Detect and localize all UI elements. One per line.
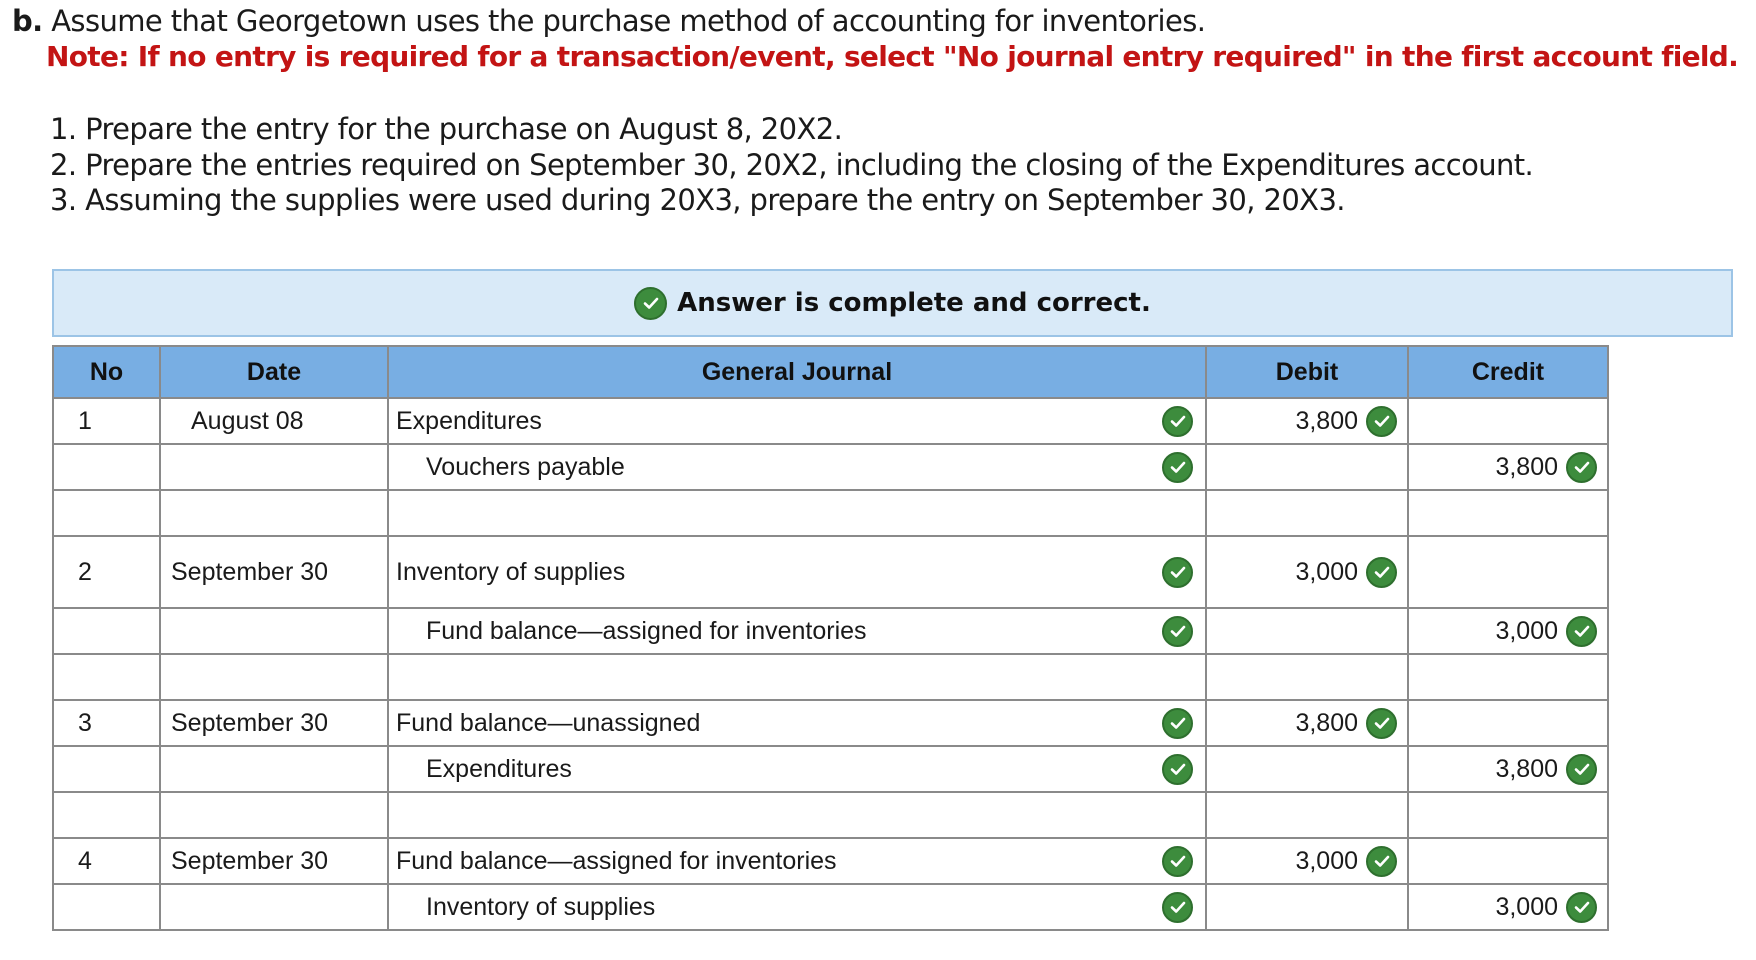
step-item: 2. Prepare the entries required on September 30, 20X2, including the closing of the Expenditures account. — [50, 147, 1534, 182]
date-cell[interactable] — [160, 536, 388, 608]
check-circle-icon — [1162, 452, 1193, 483]
steps-list — [50, 112, 1533, 219]
check-circle-icon — [1566, 452, 1597, 483]
credit-cell[interactable] — [1408, 536, 1608, 608]
credit-cell[interactable] — [1408, 700, 1608, 746]
credit-cell[interactable] — [1408, 792, 1608, 838]
table-row — [53, 444, 1608, 490]
account-name: Expenditures — [396, 406, 542, 435]
debit-cell[interactable] — [1206, 536, 1408, 608]
date-cell[interactable] — [160, 398, 388, 444]
part-text: Assume that Georgetown uses the purchase method of accounting for inventories. — [42, 4, 1206, 38]
date-cell[interactable] — [160, 884, 388, 930]
entry-no-cell: 1 — [53, 398, 160, 444]
debit-cell[interactable] — [1206, 700, 1408, 746]
debit-cell[interactable] — [1206, 490, 1408, 536]
table-row — [53, 536, 1608, 608]
journal-body — [53, 398, 1608, 930]
debit-cell[interactable] — [1206, 398, 1408, 444]
date-cell[interactable] — [160, 444, 388, 490]
credit-amount: 3,000 — [1495, 892, 1558, 921]
check-circle-icon — [1162, 754, 1193, 785]
date-cell[interactable] — [160, 700, 388, 746]
part-heading — [12, 2, 1205, 40]
entry-no-cell — [53, 490, 160, 536]
credit-cell[interactable] — [1408, 746, 1608, 792]
date-cell[interactable] — [160, 838, 388, 884]
debit-cell[interactable] — [1206, 654, 1408, 700]
date-cell[interactable] — [160, 792, 388, 838]
general-journal-table — [52, 345, 1609, 931]
date-cell[interactable] — [160, 608, 388, 654]
instruction-note: Note: If no entry is required for a transaction/event, select "No journal entry required" in the first account field. — [46, 40, 1739, 73]
account-cell[interactable] — [388, 884, 1206, 930]
check-circle-icon — [1566, 892, 1597, 923]
account-name: Expenditures — [426, 754, 572, 783]
debit-cell[interactable] — [1206, 608, 1408, 654]
credit-amount: 3,800 — [1495, 754, 1558, 783]
debit-amount: 3,800 — [1295, 708, 1358, 737]
check-circle-icon — [1366, 708, 1397, 739]
step-item: 1. Prepare the entry for the purchase on August 8, 20X2. — [50, 112, 843, 146]
debit-cell[interactable] — [1206, 838, 1408, 884]
credit-cell[interactable] — [1408, 838, 1608, 884]
debit-cell[interactable] — [1206, 792, 1408, 838]
account-cell[interactable] — [388, 536, 1206, 608]
check-circle-icon — [1162, 557, 1193, 588]
check-circle-icon — [1162, 406, 1193, 437]
table-row — [53, 608, 1608, 654]
debit-cell[interactable] — [1206, 884, 1408, 930]
date-cell[interactable] — [160, 490, 388, 536]
check-circle-icon — [1366, 846, 1397, 877]
check-circle-icon — [1566, 616, 1597, 647]
date-value: August 08 — [191, 406, 304, 435]
entry-no-cell: 2 — [53, 536, 160, 608]
account-cell[interactable] — [388, 444, 1206, 490]
account-name: Inventory of supplies — [426, 892, 656, 921]
credit-cell[interactable] — [1408, 884, 1608, 930]
header-date: Date — [160, 346, 388, 398]
header-general-journal: General Journal — [388, 346, 1206, 398]
part-label: b. — [12, 4, 43, 38]
entry-no-cell — [53, 746, 160, 792]
debit-cell[interactable] — [1206, 746, 1408, 792]
table-row — [53, 746, 1608, 792]
table-row — [53, 490, 1608, 536]
date-cell[interactable] — [160, 654, 388, 700]
date-value: September 30 — [171, 557, 329, 586]
credit-cell[interactable] — [1408, 398, 1608, 444]
credit-amount: 3,000 — [1495, 616, 1558, 645]
credit-cell[interactable] — [1408, 490, 1608, 536]
debit-amount: 3,000 — [1295, 557, 1358, 586]
date-value: September 30 — [171, 708, 329, 737]
credit-cell[interactable] — [1408, 444, 1608, 490]
header-debit: Debit — [1206, 346, 1408, 398]
answer-banner — [52, 269, 1733, 337]
account-cell[interactable] — [388, 700, 1206, 746]
account-name: Fund balance—assigned for inventories — [426, 616, 867, 645]
check-circle-icon — [1162, 892, 1193, 923]
check-circle-icon — [1566, 754, 1597, 785]
entry-no-cell — [53, 884, 160, 930]
check-circle-icon — [634, 287, 667, 320]
date-cell[interactable] — [160, 746, 388, 792]
account-name: Vouchers payable — [426, 452, 625, 481]
debit-amount: 3,000 — [1295, 846, 1358, 875]
header-credit: Credit — [1408, 346, 1608, 398]
step-item: 3. Assuming the supplies were used during 20X3, prepare the entry on September 30, 20X3. — [50, 183, 1345, 217]
credit-amount: 3,800 — [1495, 452, 1558, 481]
banner-text: Answer is complete and correct. — [677, 288, 1151, 318]
check-circle-icon — [1162, 616, 1193, 647]
check-circle-icon — [1366, 557, 1397, 588]
account-cell[interactable] — [388, 838, 1206, 884]
table-row — [53, 838, 1608, 884]
account-name: Fund balance—unassigned — [396, 708, 701, 737]
account-cell[interactable] — [388, 746, 1206, 792]
table-header-row — [53, 346, 1608, 398]
table-row — [53, 884, 1608, 930]
account-cell[interactable] — [388, 654, 1206, 700]
credit-cell[interactable] — [1408, 654, 1608, 700]
table-row — [53, 700, 1608, 746]
table-row — [53, 654, 1608, 700]
credit-cell[interactable] — [1408, 608, 1608, 654]
debit-cell[interactable] — [1206, 444, 1408, 490]
account-cell[interactable] — [388, 490, 1206, 536]
account-cell[interactable] — [388, 608, 1206, 654]
check-circle-icon — [1162, 846, 1193, 877]
table-row — [53, 792, 1608, 838]
account-name: Inventory of supplies — [396, 557, 626, 586]
entry-no-cell — [53, 444, 160, 490]
account-name: Fund balance—assigned for inventories — [396, 846, 837, 875]
debit-amount: 3,800 — [1295, 406, 1358, 435]
header-no: No — [53, 346, 160, 398]
entry-no-cell — [53, 792, 160, 838]
check-circle-icon — [1366, 406, 1397, 437]
account-cell[interactable] — [388, 398, 1206, 444]
date-value: September 30 — [171, 846, 329, 875]
entry-no-cell — [53, 608, 160, 654]
entry-no-cell: 4 — [53, 838, 160, 884]
check-circle-icon — [1162, 708, 1193, 739]
entry-no-cell: 3 — [53, 700, 160, 746]
table-row — [53, 398, 1608, 444]
entry-no-cell — [53, 654, 160, 700]
account-cell[interactable] — [388, 792, 1206, 838]
